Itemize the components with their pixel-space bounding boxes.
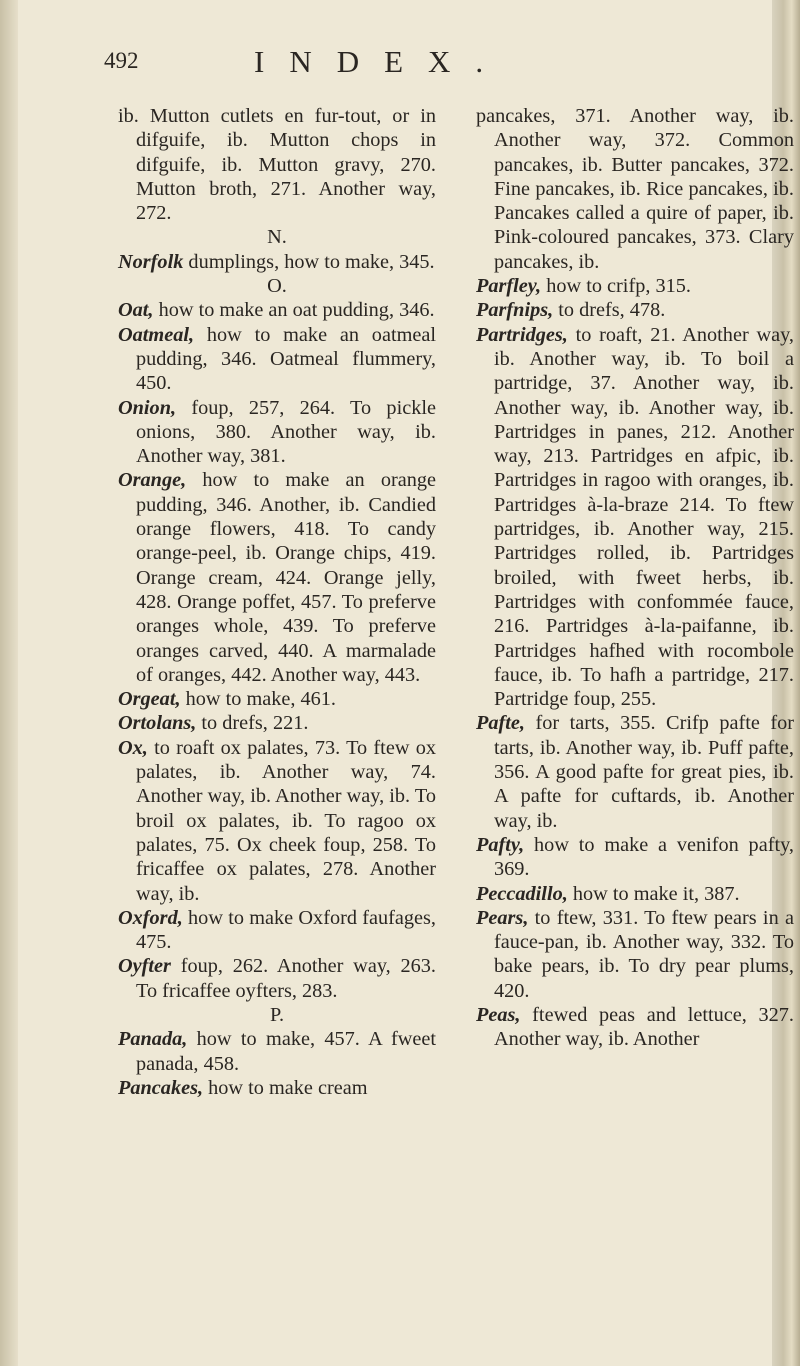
entry-text: dumplings, how to make, 345. xyxy=(183,250,435,273)
index-entry xyxy=(476,1003,794,1052)
index-entry xyxy=(118,323,436,396)
entry-text: how to make it, 387. xyxy=(567,882,740,905)
entry-heading: Peccadillo, xyxy=(476,882,568,905)
entry-text: how to make an orange pudding, 346. Another, ib. Candied orange flowers, 418. To candy orange-peel, ib. Orange chips, 419. Orange cream, 424. Orange jelly, 428. Orange poffet, 457. To preferve oranges whole, 439. To preferve oranges carved, 440. A marmalade of oranges, 442. Another way, 443. xyxy=(136,469,436,686)
index-entry xyxy=(476,906,794,1003)
entry-heading: Oxford, xyxy=(118,906,183,929)
entry-text: for tarts, 355. Crifp pafte for tarts, ib. Another way, ib. Puff pafte, 356. A good pafte for great pies, ib. A pafte for cuftards, ib. Another way, ib. xyxy=(494,712,794,832)
entry-heading: Ox, xyxy=(118,736,148,759)
index-entry xyxy=(476,298,794,322)
index-entry xyxy=(476,882,794,906)
section-letter: O. xyxy=(267,275,287,298)
index-entry xyxy=(118,104,436,225)
entry-text: to roaft, 21. Another way, ib. Another way, ib. To boil a partridge, 37. Another way, ib. Another way, ib. Another way, ib. Partridges in panes, 212. Another way, 213. Partridges en afpic, ib. Partridges in ragoo with oranges, ib. Partridges à-la-braze 214. To ftew partridges, ib. Another way, 215. Partridges rolled, ib. Partridges broiled, with fweet herbs, ib. Partridges with confommée fauce, 216. Partridges à-la-paifanne, ib. Partridges hafhed with rocombole fauce, ib. To hafh a partridge, 217. Partridge foup, 255. xyxy=(494,323,794,711)
entry-text: how to make, 461. xyxy=(180,688,336,711)
index-entry xyxy=(118,250,436,274)
entry-heading: Norfolk xyxy=(118,250,184,273)
entry-heading: Oyfter xyxy=(118,955,171,978)
entry-heading: Onion, xyxy=(118,396,177,419)
entry-text: how to make an oatmeal pudding, 346. Oatmeal flummery, 450. xyxy=(136,323,436,395)
entry-heading: Oatmeal, xyxy=(118,323,195,346)
entry-heading: Partridges, xyxy=(476,323,568,346)
entry-heading: Panada, xyxy=(118,1028,188,1051)
index-entry xyxy=(118,906,436,955)
entry-heading: Parfnips, xyxy=(476,299,554,322)
entry-heading: Orange, xyxy=(118,469,187,492)
entry-text: foup, 257, 264. To pickle onions, 380. Another way, ib. Another way, 381. xyxy=(136,396,436,468)
index-entry xyxy=(476,104,794,274)
index-entry xyxy=(118,1027,436,1076)
entry-text: foup, 262. Another way, 263. To fricaffee oyfters, 283. xyxy=(136,955,436,1002)
page-gutter-shadow xyxy=(0,0,18,1366)
index-entry xyxy=(118,687,436,711)
entry-heading: Pears, xyxy=(476,906,529,929)
entry-heading: Ortolans, xyxy=(118,712,197,735)
page-number: 492 xyxy=(104,48,139,73)
left-column xyxy=(118,104,436,1100)
entry-heading: Pafty, xyxy=(476,833,525,856)
index-entry xyxy=(118,468,436,687)
section-letter: N. xyxy=(267,226,287,249)
entry-text: how to crifp, 315. xyxy=(541,275,691,298)
entry-text: how to make a venifon pafty, 369. xyxy=(494,833,794,881)
running-title: INDEX. xyxy=(254,44,509,79)
index-entry xyxy=(118,396,436,469)
entry-heading: Orgeat, xyxy=(118,688,181,711)
index-entry xyxy=(118,1076,436,1100)
section-letter: P. xyxy=(269,1003,285,1026)
entry-text: to drefs, 221. xyxy=(196,712,309,735)
index-entry xyxy=(476,274,794,298)
entry-text: ftewed peas and lettuce, 327. Another way, ib. Another xyxy=(494,1003,794,1051)
entry-text: how to make, 457. A fweet panada, 458. xyxy=(136,1028,436,1075)
index-entry xyxy=(476,833,794,882)
index-entry xyxy=(118,298,436,322)
entry-text: how to make an oat pudding, 346. xyxy=(153,299,435,322)
index-entry xyxy=(476,711,794,832)
entry-heading: Oat, xyxy=(118,299,154,322)
entry-heading: Parfley, xyxy=(476,275,542,298)
index-entry xyxy=(118,954,436,1003)
index-entry xyxy=(118,736,436,906)
entry-text: ib. Mutton cutlets en fur-tout, or in difguife, ib. Mutton chops in difguife, ib. Mutton gravy, 270. Mutton broth, 271. Another way, 272. xyxy=(118,105,436,225)
entry-text: how to make cream xyxy=(203,1076,368,1099)
page-header xyxy=(0,44,772,84)
index-entry xyxy=(476,323,794,712)
index-entry xyxy=(118,711,436,735)
entry-heading: Pafte, xyxy=(476,712,525,735)
entry-text: to drefs, 478. xyxy=(553,299,666,322)
entry-text: how to make Oxford faufages, 475. xyxy=(136,906,436,954)
entry-heading: Pancakes, xyxy=(118,1076,204,1099)
entry-text: to roaft ox palates, 73. To ftew ox palates, ib. Another way, 74. Another way, ib. Another way, ib. To broil ox palates, ib. To ragoo ox palates, 75. Ox cheek foup, 258. To fricaffee ox palates, 278. Another way, ib. xyxy=(136,736,436,905)
entry-text: pancakes, 371. Another way, ib. Another way, 372. Common pancakes, ib. Butter pancakes, 372. Fine pancakes, ib. Rice pancakes, ib. Pancakes called a quire of paper, ib. Pink-coloured pancakes, 373. Clary pancakes, ib. xyxy=(476,105,794,273)
right-column xyxy=(476,104,794,1052)
entry-heading: Peas, xyxy=(476,1003,521,1026)
entry-text: to ftew, 331. To ftew pears in a fauce-pan, ib. Another way, 332. To bake pears, ib. To dry pear plums, 420. xyxy=(494,906,794,1002)
